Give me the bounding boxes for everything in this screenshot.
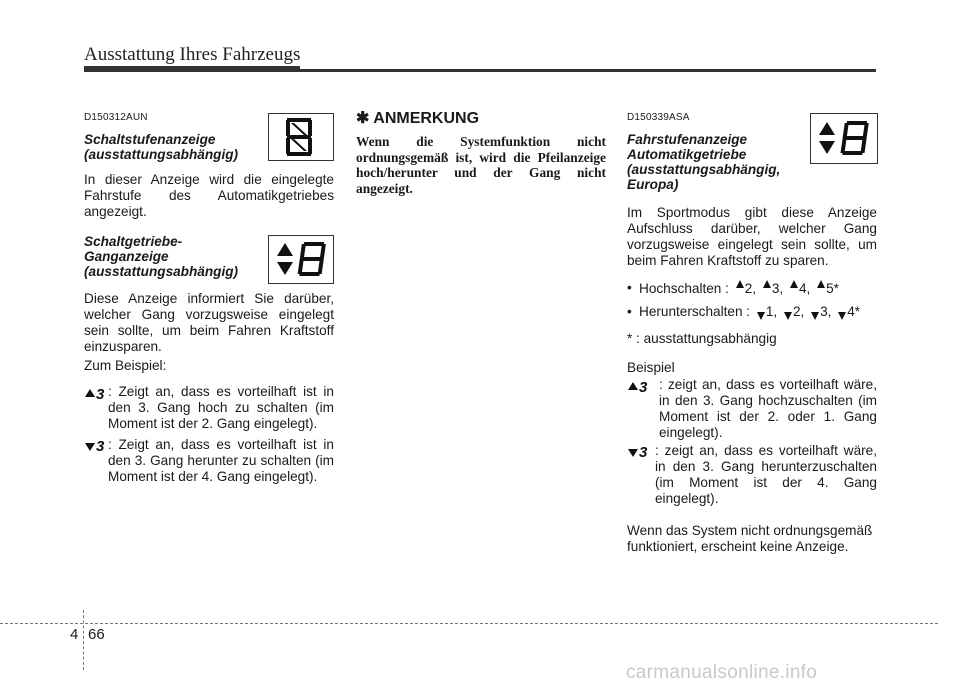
arrow-up-icon bbox=[817, 280, 825, 288]
shift-position-display-icon bbox=[268, 113, 334, 161]
header-rule bbox=[84, 69, 876, 72]
footer-divider bbox=[83, 610, 84, 670]
section-code: D150312AUN bbox=[84, 112, 148, 123]
section-code: D150339ASA bbox=[627, 112, 690, 123]
subheading: Schaltstufenanzeige (ausstattungsabhängig) bbox=[84, 132, 239, 162]
gear-digit: 3 bbox=[96, 438, 105, 455]
note-star-icon: ✱ bbox=[356, 110, 370, 127]
gear-digit: 3 bbox=[639, 379, 648, 396]
paragraph: In dieser Anzeige wird die eingelegte Fahrstufe des Automatikgetriebes angezeigt. bbox=[84, 172, 334, 219]
arrow-down-icon bbox=[838, 312, 846, 320]
subheading: Fahrstufenanzeige Automatikgetriebe (ausstattungsabhängig, Europa) bbox=[627, 132, 781, 192]
example-text: : Zeigt an, dass es vorteilhaft ist in den 3. Gang hoch zu schalten (im Moment ist der 2. Gang eingelegt). bbox=[108, 384, 334, 431]
example-text: : Zeigt an, dass es vorteilhaft ist in den 3. Gang herunter zu schalten (im Moment ist der 4. Gang eingelegt). bbox=[108, 437, 334, 484]
paragraph: Diese Anzeige informiert Sie darüber, welcher Gang vorzugsweise eingelegt sein sollte, um beim Fahren Kraftstoff einzusparen. bbox=[84, 291, 334, 354]
gear-digit: 3 bbox=[639, 444, 648, 461]
page-number: 66 bbox=[88, 626, 105, 643]
arrow-down-icon bbox=[784, 312, 792, 320]
chapter-number: 4 bbox=[70, 626, 79, 643]
example-text: : zeigt an, dass es vorteilhaft wäre, in den 3. Gang herunterzuschalten (im Moment ist der 4. Gang eingelegt). bbox=[655, 443, 877, 506]
watermark: carmanualsonline.info bbox=[626, 662, 818, 683]
example-downshift bbox=[84, 437, 334, 485]
example-upshift bbox=[627, 377, 877, 441]
downshift-indicator-icon bbox=[84, 438, 112, 460]
gear-digit: 3 bbox=[96, 386, 105, 403]
upshift-indicator-icon bbox=[84, 385, 112, 407]
arrow-up-icon bbox=[736, 280, 744, 288]
paragraph: Zum Beispiel: bbox=[84, 358, 167, 373]
downshift-indicator-icon bbox=[627, 444, 655, 466]
column-1 bbox=[84, 110, 334, 485]
downshift-list: • Herunterschalten : 1, 2, 3, 4* bbox=[627, 304, 877, 320]
paragraph: Beispiel bbox=[627, 360, 675, 375]
footnote: * : ausstattungsabhängig bbox=[627, 331, 777, 346]
auto-gear-indicator-display-icon bbox=[810, 113, 878, 164]
paragraph: Im Sportmodus gibt diese Anzeige Aufschluss darüber, welcher Gang vorzugsweise eingelegt sein sollte, um beim Fahren Kraftstoff zu sparen. bbox=[627, 205, 877, 268]
section-title: Ausstattung Ihres Fahrzeugs bbox=[84, 44, 301, 65]
upshift-indicator-icon bbox=[627, 378, 655, 400]
arrow-down-icon bbox=[811, 312, 819, 320]
example-downshift bbox=[627, 443, 877, 507]
note-body: Wenn die Systemfunktion nicht ordnungsgemäß ist, wird die Pfeilanzeige hoch/herunter und der Gang nicht angezeigt. bbox=[356, 134, 606, 196]
column-3 bbox=[627, 110, 877, 555]
footer-rule bbox=[0, 623, 938, 624]
note-heading: ✱ ANMERKUNG bbox=[356, 110, 480, 127]
paragraph: Wenn das System nicht ordnungsgemäß funktioniert, erscheint keine Anzeige. bbox=[627, 523, 873, 554]
arrow-up-icon bbox=[763, 280, 771, 288]
subheading: Schaltgetriebe-Ganganzeige (ausstattungsabhängig) bbox=[84, 234, 239, 279]
gear-shift-indicator-display-icon bbox=[268, 235, 334, 284]
example-text: : zeigt an, dass es vorteilhaft wäre, in den 3. Gang hochzuschalten (im Moment ist der 2. oder 1. Gang eingelegt). bbox=[659, 377, 877, 440]
upshift-list: • Hochschalten : 2, 3, 4, 5* bbox=[627, 280, 877, 297]
arrow-down-icon bbox=[757, 312, 765, 320]
column-2 bbox=[356, 110, 606, 196]
example-upshift bbox=[84, 384, 334, 432]
arrow-up-icon bbox=[790, 280, 798, 288]
